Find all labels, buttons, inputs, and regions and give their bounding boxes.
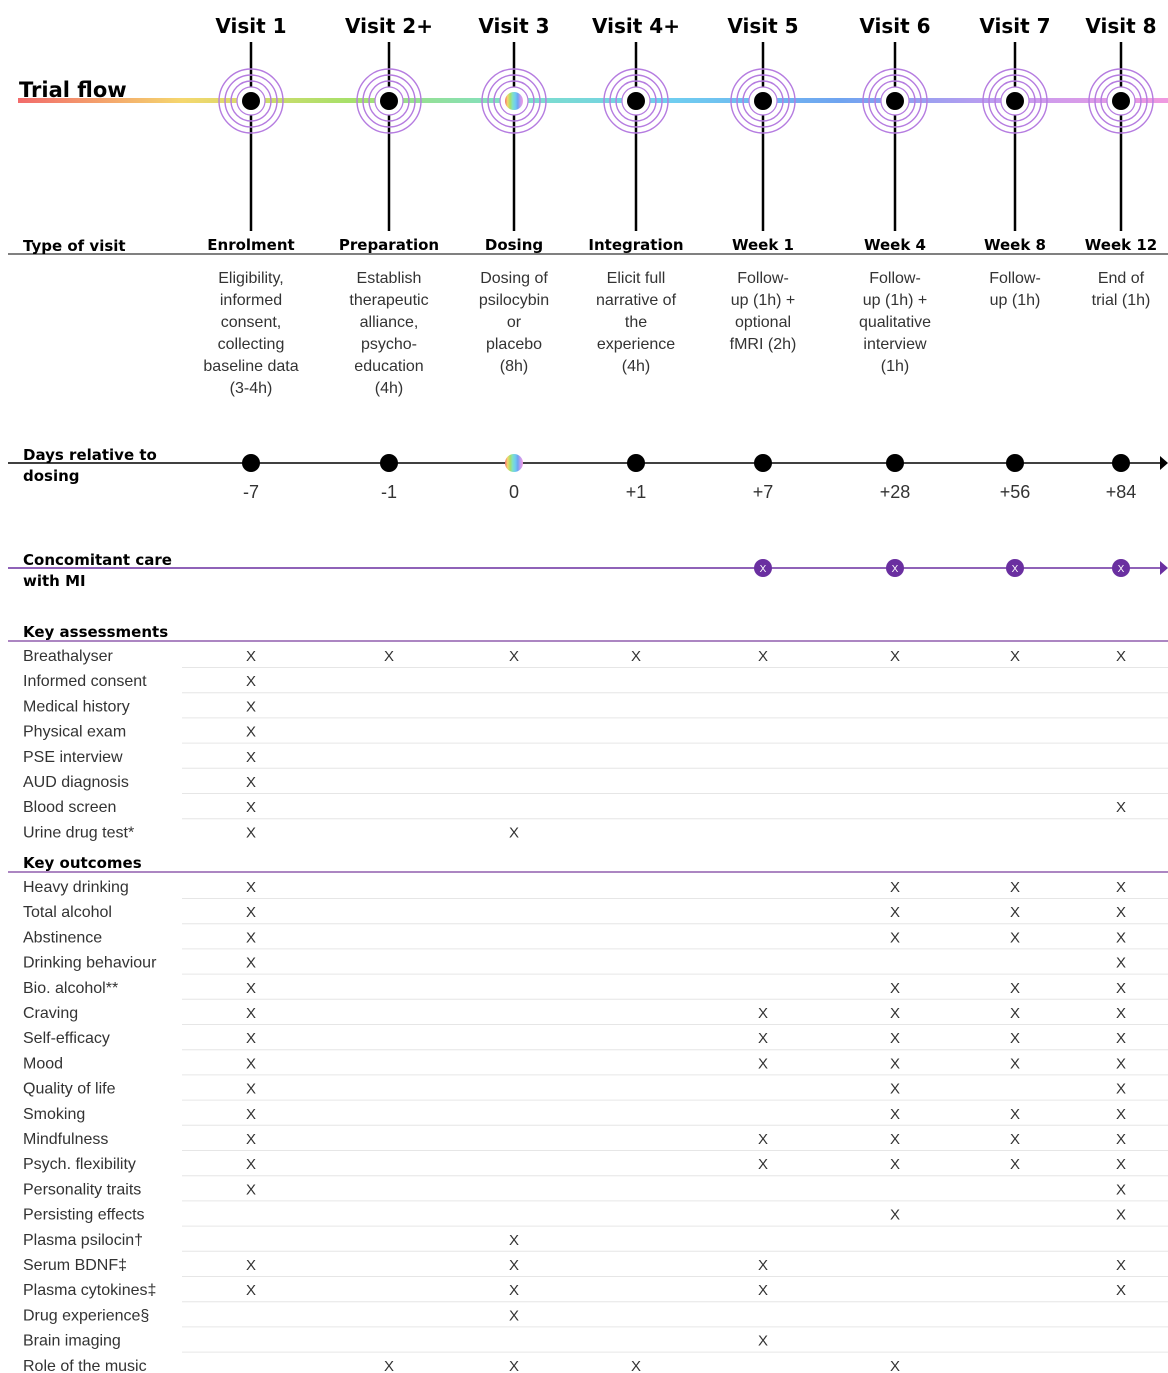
visit-description-line: Follow- [869,270,921,287]
visit-type: Week 12 [1084,236,1158,254]
check-mark: X [245,1131,257,1148]
check-mark: X [630,648,642,665]
row-label: Total alcohol [23,904,112,922]
check-mark: X [1115,1206,1127,1224]
row-label: Bio. alcohol** [23,979,119,997]
check-mark: X [245,824,257,842]
visit-description-line: experience [596,336,676,353]
row-label: Drinking behaviour [23,954,157,972]
check-mark: X [1115,1080,1127,1098]
table-row [23,904,1168,924]
visit-description-line: qualitative [858,314,932,331]
check-mark: X [1115,1055,1127,1073]
visit-column [478,14,549,502]
check-mark: X [889,904,901,922]
row-label: Abstinence [23,929,103,947]
day-dot [754,454,772,472]
visit-description-line: up (1h) [989,292,1041,309]
visit-description-line: up (1h) + [730,292,796,309]
check-mark: X [1115,1105,1127,1123]
visit-description-line: narrative of [595,292,677,309]
check-mark: X [1115,904,1127,922]
visit-description-line: therapeutic [349,292,429,309]
check-mark: X [245,1080,257,1098]
visit-description-line: alliance, [359,314,419,331]
check-mark: X [245,774,257,791]
day-offset: -7 [242,482,260,502]
check-mark: X [245,1030,257,1048]
table-row [23,1106,1168,1126]
visit-description-line: the [624,314,648,331]
row-label: Role of the music [23,1357,147,1373]
check-mark: X [1115,1030,1127,1048]
check-mark: X [889,1206,901,1224]
visit-title: Visit 7 [979,14,1051,38]
check-mark: X [757,648,769,665]
visit-description-line: fMRI (2h) [729,336,797,353]
day-dot [627,454,645,472]
visit-description-line: Eligibility, [218,270,284,287]
table-row [23,1232,1168,1252]
dosing-marker [505,92,523,110]
check-mark: X [757,1131,769,1148]
visit-description-line: psilocybin [478,292,550,309]
check-mark: X [245,929,257,947]
visit-type: Week 4 [864,236,926,254]
check-mark: X [889,1357,901,1373]
table-row [23,749,1168,769]
visit-column [588,14,683,502]
visit-description-line: psycho- [360,336,418,353]
row-label: Craving [23,1005,79,1022]
check-mark: X [1009,1030,1021,1048]
check-mark: X [245,673,257,691]
visit-description-line: Follow- [737,270,789,287]
day-dot [380,454,398,472]
check-mark: X [245,1181,257,1199]
row-label: Blood screen [23,799,117,817]
visit-description-line: Follow- [989,270,1041,287]
table-row [23,1282,1168,1302]
day-offset: +28 [879,482,911,502]
day-offset: +7 [752,482,774,502]
row-label: Mood [23,1055,64,1073]
check-mark: X [889,1005,901,1022]
dosing-day-dot [505,454,523,472]
row-label: Self-efficacy [23,1030,110,1048]
row-label: Urine drug test* [23,824,135,842]
check-mark: X [508,1307,520,1325]
check-mark: X [889,1030,901,1048]
check-mark: X [245,1156,257,1174]
visit-marker [1112,92,1130,110]
row-label: Smoking [23,1105,86,1123]
check-mark: X [889,1131,901,1148]
row-label: Brain imaging [23,1332,121,1350]
mi-session-mark: X [891,564,899,575]
check-mark: X [1115,799,1127,817]
check-mark: X [508,824,520,842]
table-row [23,1333,1168,1353]
check-mark: X [1009,648,1021,665]
check-mark: X [1115,1257,1127,1274]
check-mark: X [508,1357,520,1373]
visit-column [339,14,439,502]
check-mark: X [757,1055,769,1073]
check-mark: X [1115,1181,1127,1199]
visit-type: Week 1 [732,236,794,254]
check-mark: X [630,1357,642,1373]
visit-marker [380,92,398,110]
mi-session-mark: X [1011,564,1019,575]
check-mark: X [757,1030,769,1048]
table-row [23,980,1168,1000]
check-mark: X [245,954,257,972]
check-mark: X [245,1282,257,1300]
check-mark: X [508,648,520,665]
day-offset: +84 [1105,482,1137,502]
row-label: AUD diagnosis [23,774,129,791]
visit-title: Visit 3 [478,14,550,38]
row-label: Personality traits [23,1181,142,1199]
table-row [23,1257,1168,1277]
table-row [23,1156,1168,1176]
check-mark: X [1115,879,1127,896]
table-row [23,1030,1168,1050]
check-mark: X [1009,1105,1021,1123]
days-relative-label: dosing [23,467,80,485]
visit-title: Visit 1 [215,14,287,38]
visit-title: Visit 5 [727,14,799,38]
row-label: Heavy drinking [23,879,129,896]
visit-column [1085,14,1157,577]
days-timeline-arrow [1160,456,1168,470]
table-row [23,824,519,841]
check-mark: X [245,1257,257,1274]
visit-description-line: informed [219,292,283,309]
visit-marker [627,92,645,110]
key-outcomes-label: Key outcomes [23,854,142,872]
row-label: Plasma psilocin† [23,1231,144,1249]
row-label: Mindfulness [23,1131,109,1148]
check-mark: X [1115,648,1127,665]
table-row [23,648,1168,668]
concomitant-care-arrow [1160,561,1168,575]
visit-marker [886,92,904,110]
visit-type: Dosing [484,236,544,254]
table-row [23,1131,1168,1151]
row-label: Serum BDNF‡ [23,1257,128,1274]
check-mark: X [889,1080,901,1098]
check-mark: X [757,1332,769,1350]
visit-description-line: collecting [217,336,285,353]
table-row [23,1005,1168,1025]
visit-column [203,14,298,502]
check-mark: X [757,1005,769,1022]
check-mark: X [245,698,257,716]
visit-description-line: consent, [220,314,282,331]
check-mark: X [1115,1156,1127,1174]
check-mark: X [245,723,257,741]
check-mark: X [757,1282,769,1300]
day-dot [242,454,260,472]
concomitant-care-label: Concomitant care [23,551,172,569]
visit-description-line: Elicit full [606,270,666,287]
visit-type: Preparation [338,236,440,254]
row-label: Persisting effects [23,1206,145,1224]
visit-description-line: (1h) [880,358,910,375]
check-mark: X [1115,1282,1127,1300]
mi-session-mark: X [1117,564,1125,575]
visit-column [859,14,931,577]
table-row [23,929,1168,949]
visit-type: Week 8 [984,236,1046,254]
day-offset: 0 [508,482,520,502]
check-mark: X [889,648,901,665]
visit-description-line: up (1h) + [862,292,928,309]
check-mark: X [508,1231,520,1249]
check-mark: X [245,979,257,997]
table-row [23,1358,900,1373]
check-mark: X [383,648,395,665]
visit-description-line: baseline data [203,358,299,375]
check-mark: X [1009,1156,1021,1174]
table-row [23,1055,1168,1075]
row-label: Drug experience§ [23,1307,150,1325]
visit-description-line: (4h) [374,380,404,397]
visit-title: Visit 2+ [345,14,433,38]
day-dot [1006,454,1024,472]
check-mark: X [1115,1131,1127,1148]
check-mark: X [245,1105,257,1123]
visit-description-line: or [506,314,522,331]
table-row [23,955,1168,975]
check-mark: X [1009,1055,1021,1073]
table-row [23,673,1168,693]
row-label: Quality of life [23,1080,116,1098]
visit-description-line: placebo [485,336,543,353]
check-mark: X [1115,929,1127,947]
visit-description-line: Dosing of [480,270,548,287]
visit-title: Visit 4+ [592,14,680,38]
check-mark: X [1115,979,1127,997]
days-relative-label: Days relative to [23,446,157,464]
check-mark: X [245,799,257,817]
row-label: Plasma cytokines‡ [23,1282,157,1300]
table-row [23,1081,1168,1101]
visit-marker [754,92,772,110]
row-label: Medical history [23,698,130,716]
day-dot [1112,454,1130,472]
table-row [23,879,1168,899]
table-row [23,1307,1168,1327]
row-label: Psych. flexibility [23,1156,136,1174]
table-row [23,799,1168,819]
row-label: Physical exam [23,723,127,741]
visit-description-line: education [354,358,424,375]
check-mark: X [245,1055,257,1073]
check-mark: X [1115,954,1127,972]
row-label: PSE interview [23,748,123,766]
key-assessments-label: Key assessments [23,623,169,641]
check-mark: X [383,1357,395,1373]
visit-description-line: Establish [356,270,422,287]
check-mark: X [889,1105,901,1123]
visit-description-line: trial (1h) [1091,292,1151,309]
visit-marker [1006,92,1024,110]
check-mark: X [508,1282,520,1300]
day-offset: +56 [999,482,1031,502]
check-mark: X [889,929,901,947]
check-mark: X [508,1257,520,1274]
check-mark: X [245,1005,257,1022]
visit-marker [242,92,260,110]
visit-description-line: (8h) [499,358,529,375]
check-mark: X [757,1156,769,1174]
row-label: Informed consent [23,673,147,691]
visit-type: Integration [588,236,684,254]
check-mark: X [1115,1005,1127,1022]
check-mark: X [757,1257,769,1274]
mi-session-mark: X [759,564,767,575]
day-dot [886,454,904,472]
check-mark: X [1009,879,1021,896]
visit-description-line: End of [1097,270,1145,287]
table-row [23,1181,1168,1201]
table-row [23,724,1168,744]
visit-description-line: (3-4h) [229,380,273,397]
check-mark: X [245,748,257,766]
visit-description-line: interview [863,336,927,353]
visit-type: Enrolment [207,236,295,254]
visit-title: Visit 8 [1085,14,1157,38]
check-mark: X [245,879,257,896]
day-offset: -1 [380,482,398,502]
check-mark: X [889,1156,901,1174]
type-of-visit-label: Type of visit [23,237,126,255]
check-mark: X [1009,929,1021,947]
visit-description-line: optional [734,314,792,331]
check-mark: X [1009,979,1021,997]
check-mark: X [1009,1005,1021,1022]
check-mark: X [1009,1131,1021,1148]
row-label: Breathalyser [23,648,113,665]
table-row [23,698,1168,718]
day-offset: +1 [625,482,647,502]
table-row [23,1207,1168,1227]
check-mark: X [245,904,257,922]
concomitant-care-label: with MI [23,572,86,590]
check-mark: X [889,1055,901,1073]
trial-flow-label: Trial flow [19,78,127,102]
check-mark: X [889,979,901,997]
check-mark: X [889,879,901,896]
check-mark: X [1009,904,1021,922]
visit-description-line: (4h) [621,358,651,375]
table-row [23,774,1168,794]
visit-title: Visit 6 [859,14,931,38]
check-mark: X [245,648,257,665]
